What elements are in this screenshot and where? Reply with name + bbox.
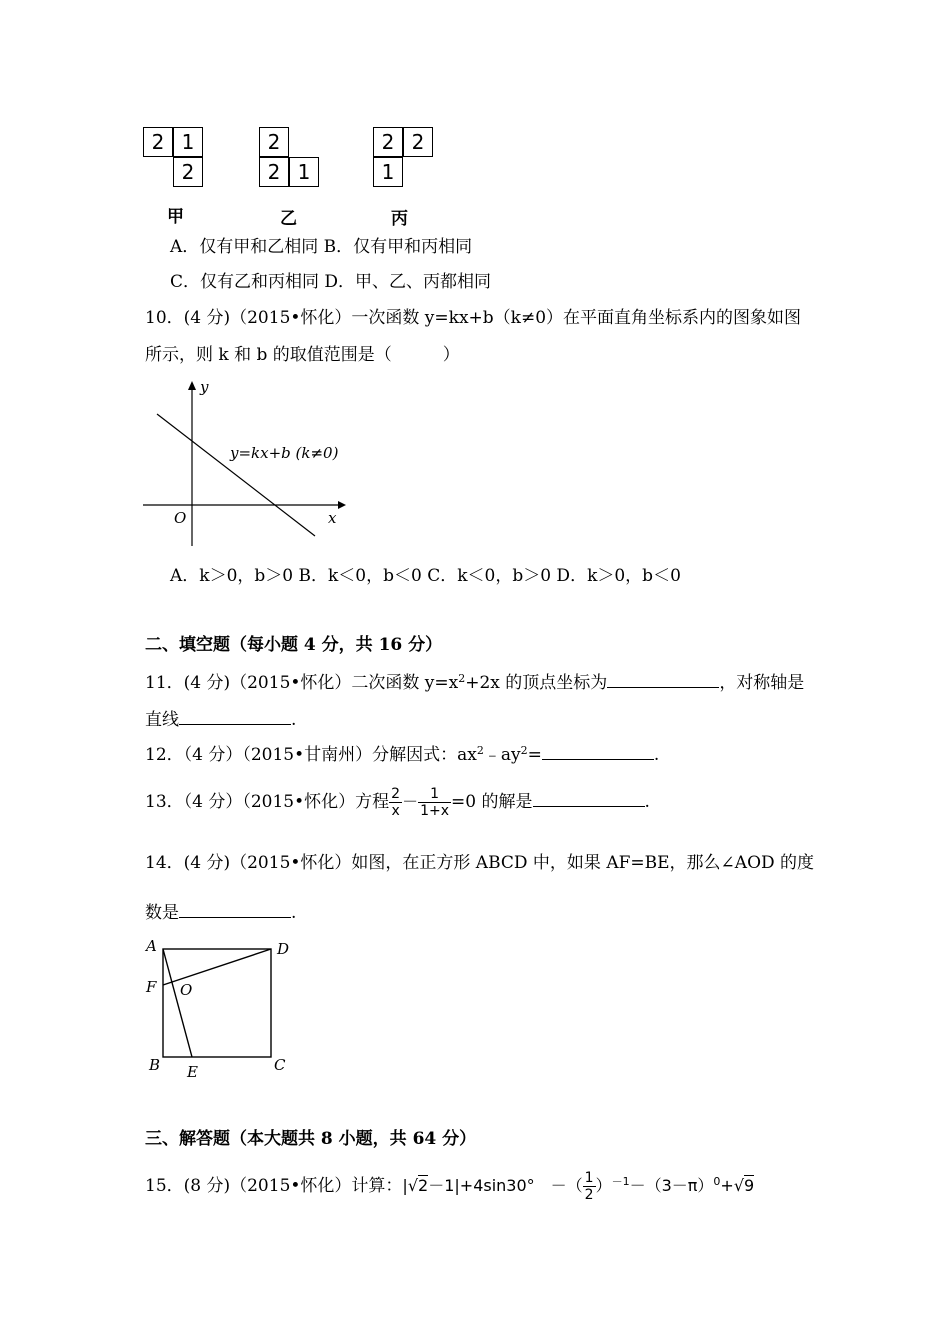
figure-caption: 甲: [167, 207, 184, 227]
q11-middle: +2x 的顶点坐标为: [465, 673, 608, 693]
answer-blank[interactable]: [607, 671, 719, 688]
q11-stem-line1: [145, 671, 804, 694]
label-f: F: [146, 978, 157, 996]
y-axis-label: y: [200, 378, 209, 396]
pi-part: －（3－π）: [629, 1176, 714, 1195]
q13-suffix: .: [644, 792, 650, 812]
sqrt-sign: √: [407, 1176, 419, 1195]
q13-after: =0 的解是: [451, 792, 533, 812]
q15-prefix: 15．(8 分)（2015•怀化）计算：: [145, 1176, 403, 1196]
label-o: O: [180, 981, 193, 999]
q15-stem: [145, 1168, 754, 1204]
q11-suffix: ，对称轴是: [719, 673, 805, 693]
q11-sup: 2: [458, 672, 466, 685]
x-axis-arrow: [338, 501, 346, 509]
q14-square-figure: [140, 935, 310, 1085]
q12-sup1: 2: [476, 744, 484, 757]
label-a: A: [146, 937, 157, 955]
answer-blank[interactable]: [542, 743, 654, 760]
grid-cell: 1: [373, 157, 403, 187]
q13-stem: [145, 783, 650, 821]
answer-blank[interactable]: [179, 901, 291, 918]
q14-line2-suffix: .: [291, 903, 297, 923]
fraction: [418, 786, 451, 819]
label-d: D: [277, 940, 290, 958]
denominator: x: [391, 803, 400, 819]
q10-options: A．k＞0，b＞0 B．k＜0，b＜0 C．k＜0，b＞0 D．k＞0，b＜0: [170, 566, 681, 586]
sqrt-radicand: 9: [744, 1176, 755, 1195]
exponent: 0: [713, 1175, 721, 1188]
grid-cell: 1: [173, 127, 203, 157]
line-equation-label: y=kx+b (k≠0): [230, 444, 339, 462]
paren-close: ）: [595, 1176, 612, 1195]
q10-function-graph: [140, 378, 350, 550]
grid-cell: 2: [259, 157, 289, 187]
q12-sup2: 2: [520, 744, 528, 757]
q10-stem-line1: 10．(4 分)（2015•怀化）一次函数 y=kx+b（k≠0）在平面直角坐标系内的图象如图: [145, 308, 802, 328]
x-axis-label: x: [328, 509, 337, 527]
origin-label: O: [174, 509, 187, 527]
abs-rest: －1: [428, 1176, 455, 1195]
q11-line2-prefix: 直线: [145, 710, 179, 730]
figure-caption: 丙: [391, 209, 408, 229]
grid-cell: 2: [259, 127, 289, 157]
math-expression: [402, 1170, 755, 1203]
abs-open: |: [402, 1176, 408, 1195]
grid-cell: 2: [143, 127, 173, 157]
answer-blank[interactable]: [533, 790, 645, 807]
segment-a-to-e: [163, 949, 192, 1057]
denominator: 1+x: [420, 803, 450, 819]
sqrt-sign: √: [733, 1176, 745, 1195]
exponent: －1: [611, 1175, 630, 1188]
label-b: B: [149, 1056, 161, 1074]
q11-prefix: 11．(4 分)（2015•怀化）二次函数 y=x: [145, 673, 459, 693]
q12-mid: ﹣ay: [483, 745, 521, 765]
section3-title: 三、解答题（本大题共 8 小题，共 64 分）: [145, 1129, 477, 1149]
q14-stem-line1: 14．(4 分)（2015•怀化）如图，在正方形 ABCD 中，如果 AF=BE，那么∠AOD 的度: [145, 853, 815, 873]
square-abcd: [163, 949, 271, 1057]
section2-title: 二、填空题（每小题 4 分，共 16 分）: [145, 635, 443, 655]
grid-cell: 2: [173, 157, 203, 187]
y-axis-arrow: [188, 381, 196, 390]
q9-options-line1: A．仅有甲和乙相同 B．仅有甲和丙相同: [170, 237, 473, 257]
numerator: 1: [418, 786, 451, 803]
q11-stem-line2: [145, 708, 296, 731]
grid-cell: 2: [403, 127, 433, 157]
denominator: 2: [584, 1187, 594, 1203]
plus: +: [720, 1176, 734, 1195]
q9-options-line2: C．仅有乙和丙相同 D．甲、乙、丙都相同: [170, 272, 492, 292]
q12-suffix: .: [653, 745, 660, 765]
abs-close: |: [454, 1176, 460, 1195]
numerator: 2: [391, 786, 401, 802]
label-c: C: [274, 1056, 286, 1074]
q12-prefix: 12．（4 分）（2015•甘南州）分解因式：ax: [145, 745, 477, 765]
segment-af-to-d: [163, 949, 271, 985]
grid-cell: 2: [373, 127, 403, 157]
q14-line2-prefix: 数是: [145, 903, 179, 923]
q12-eq: =: [527, 745, 542, 765]
q12-stem: [145, 743, 659, 766]
sin-part: +4sin30° －（: [459, 1176, 583, 1195]
q14-stem-line2: [145, 901, 296, 924]
q11-line2-suffix: .: [291, 710, 297, 730]
figure-caption: 乙: [280, 209, 297, 229]
fraction: [583, 1170, 596, 1203]
answer-blank[interactable]: [179, 708, 291, 725]
grid-cell: 1: [289, 157, 319, 187]
label-e: E: [187, 1063, 198, 1081]
numerator: 1: [584, 1170, 594, 1186]
sqrt-radicand: 2: [418, 1176, 429, 1195]
q10-stem-line2: 所示，则 k 和 b 的取值范围是（ ）: [145, 345, 460, 365]
fraction: [389, 786, 402, 819]
q13-prefix: 13．（4 分）（2015•怀化）方程: [145, 792, 390, 812]
q13-minus: －: [402, 792, 419, 811]
